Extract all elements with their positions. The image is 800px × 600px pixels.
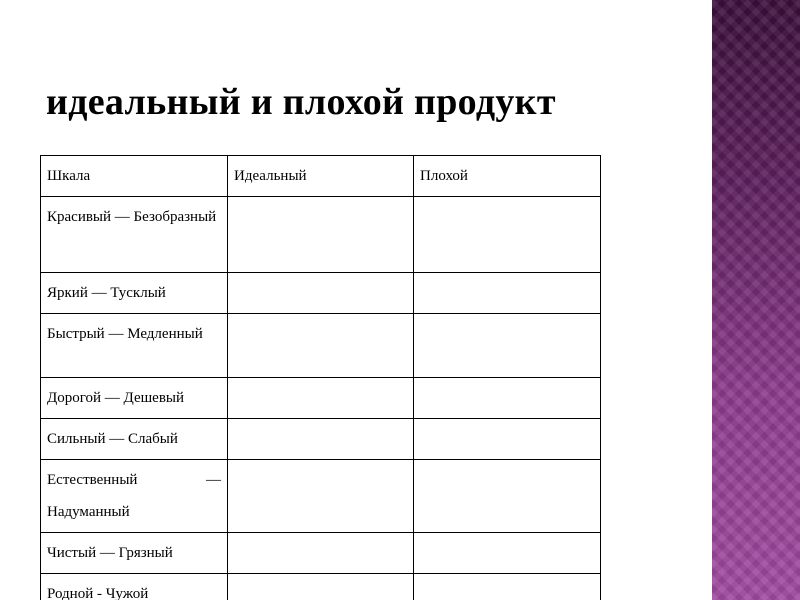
scale-table (40, 155, 601, 600)
table-row (41, 314, 601, 378)
table-row (41, 273, 601, 314)
header-scale: Шкала (41, 156, 228, 197)
header-ideal: Идеальный (228, 156, 414, 197)
slide-title: идеальный и плохой продукт (46, 81, 556, 123)
bad-cell (414, 419, 601, 460)
ideal-cell (228, 574, 414, 600)
bad-cell (414, 378, 601, 419)
scale-cell: Родной - Чужой (41, 574, 228, 600)
scale-cell: Дорогой — Дешевый (41, 378, 228, 419)
ideal-cell (228, 419, 414, 460)
scale-cell: Быстрый — Медленный (41, 314, 228, 378)
scale-cell: Чистый — Грязный (41, 533, 228, 574)
bad-cell (414, 314, 601, 378)
decorative-side-band (712, 0, 800, 600)
table-row (41, 197, 601, 273)
bad-cell (414, 197, 601, 273)
bad-cell (414, 460, 601, 533)
scale-cell: Сильный — Слабый (41, 419, 228, 460)
scale-cell: Яркий — Тусклый (41, 273, 228, 314)
ideal-cell (228, 314, 414, 378)
scale-cell: Красивый — Безобразный (41, 197, 228, 273)
table-header-row (41, 156, 601, 197)
ideal-cell (228, 197, 414, 273)
table-row (41, 574, 601, 600)
table-row (41, 378, 601, 419)
scale-cell: Естественный — Надуманный (41, 460, 228, 533)
table-row (41, 460, 601, 533)
bad-cell (414, 273, 601, 314)
ideal-cell (228, 460, 414, 533)
header-bad: Плохой (414, 156, 601, 197)
ideal-cell (228, 378, 414, 419)
table-row (41, 419, 601, 460)
bad-cell (414, 533, 601, 574)
ideal-cell (228, 533, 414, 574)
table-row (41, 533, 601, 574)
bad-cell (414, 574, 601, 600)
ideal-cell (228, 273, 414, 314)
